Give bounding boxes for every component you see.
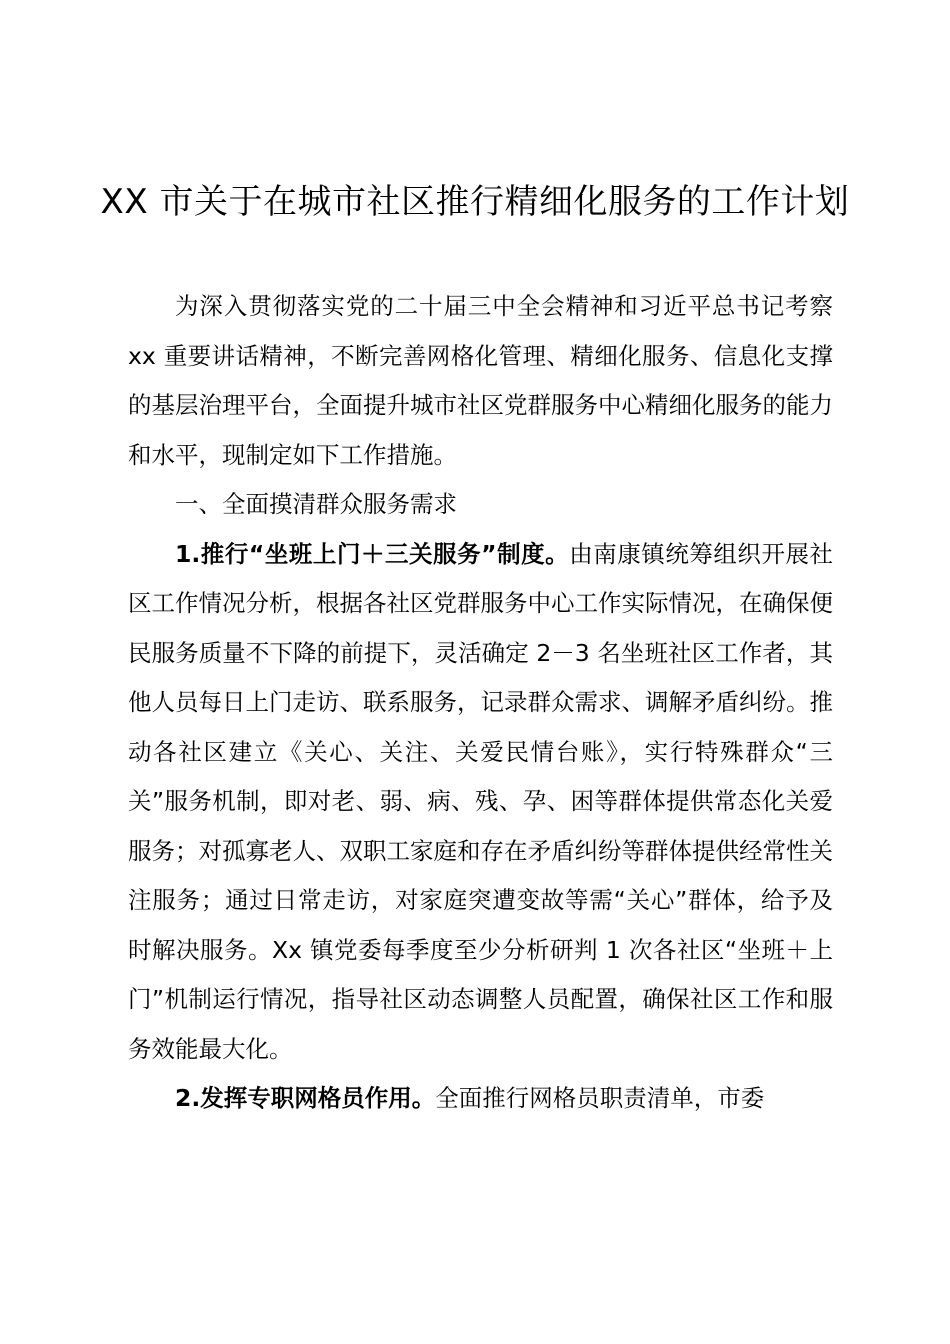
item-1-text: 由南康镇统筹组织开展社区工作情况分析，根据各社区党群服务中心工作实际情况，在确保便民服务质量不下降的前提下，灵活确定 2－3 名坐班社区工作者，其他人员每日上门走访、联系服务，记录群众需求、调解矛盾纠纷。推动各社区建立《关心、关注、关爱民情台账》，实行特殊群众“三关”服务机制，即对老、弱、病、残、孕、困等群体提供常态化关爱服务；对孤寡老人、双职工家庭和存在矛盾纠纷等群体提供经常性关注服务；通过日常走访，对家庭突遭变故等需“关心”群体，给予及时解决服务。Xx 镇党委每季度至少分析研判 1 次各社区“坐班＋上门”机制运行情况，指导社区动态调整人员配置，确保社区工作和服务效能最大化。 — [128, 539, 834, 1063]
document-body — [128, 282, 833, 1124]
intro-paragraph: 为深入贯彻落实党的二十届三中全会精神和习近平总书记考察 xx 重要讲话精神，不断完善网格化管理、精细化服务、信息化支撑的基层治理平台，全面提升城市社区党群服务中心精细化服务的能力和水平，现制定如下工作措施。 — [128, 292, 833, 469]
document-title: XX 市关于在城市社区推行精细化服务的工作计划 — [100, 182, 850, 222]
item-2-text: 全面推行网格员职责清单，市委 — [435, 1084, 765, 1112]
item-1-paragraph — [128, 530, 833, 1075]
item-2-paragraph — [128, 1074, 833, 1124]
item-1-title: 1.推行“坐班上门＋三关服务”制度。 — [175, 539, 570, 568]
item-2-title: 2.发挥专职网格员作用。 — [175, 1084, 436, 1112]
section-heading: 一、全面摸清群众服务需求 — [175, 490, 457, 518]
